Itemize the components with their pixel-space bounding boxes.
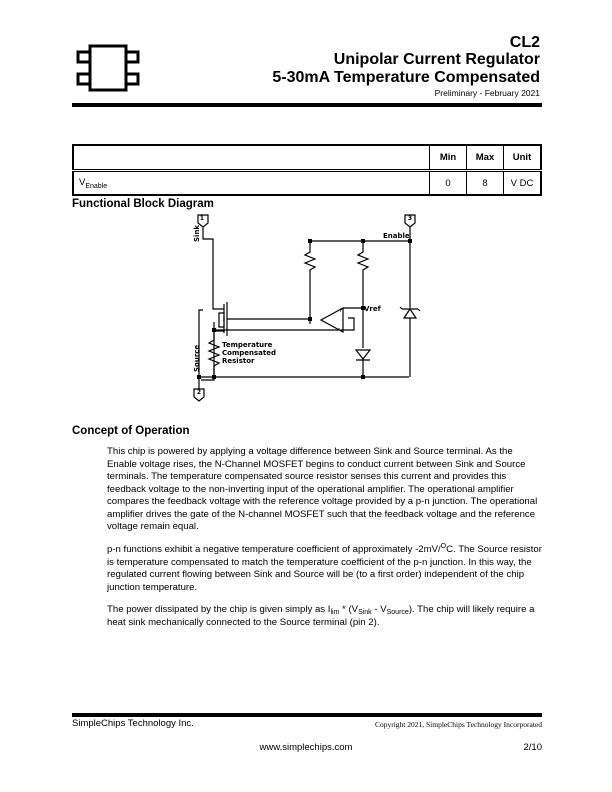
- max-cell: 8: [467, 171, 504, 196]
- table-header-param: [73, 145, 430, 171]
- document-subtitle: 5-30mA Temperature Compensated: [272, 69, 540, 86]
- concept-paragraph-3: [107, 604, 543, 629]
- section-heading-concept: Concept of Operation: [72, 425, 190, 437]
- header-rule: [72, 103, 542, 107]
- paragraph3-text-c: - V: [371, 604, 387, 615]
- sink-label: Sink: [193, 224, 201, 242]
- pin2-number: 2: [196, 389, 202, 396]
- paragraph3-text-a: The power dissipated by the chip is given simply as I: [107, 604, 331, 615]
- vref-label: Vref: [364, 305, 381, 313]
- document-title: Unipolar Current Regulator: [333, 51, 540, 68]
- param-subscript: Enable: [85, 182, 108, 190]
- spec-table: [72, 144, 542, 196]
- opamp-minus-label: -: [338, 325, 341, 332]
- source-label: Source: [193, 344, 201, 372]
- footer-copyright: Copyright 2021, SimpleChips Technology Incorporated: [374, 720, 542, 729]
- degree-superscript: O: [440, 543, 447, 550]
- table-header-unit: Unit: [504, 145, 542, 171]
- table-header-row: [73, 145, 541, 171]
- pin1-number: 1: [199, 215, 205, 222]
- document-status-date: Preliminary - February 2021: [434, 88, 540, 98]
- resistor-label-line2: Compensated: [222, 349, 276, 357]
- vsink-subscript: Sink: [358, 609, 372, 616]
- min-cell: 0: [430, 171, 467, 196]
- functional-block-diagram: [190, 212, 430, 407]
- enable-label: Enable: [383, 232, 410, 240]
- paragraph2-text-a: p-n functions exhibit a negative temperature coefficient of approximately -2mV/: [107, 544, 441, 555]
- concept-paragraph-1: This chip is powered by applying a voltage difference between Sink and Source terminal. As the Enable voltage rises, the N-Channel MOSFET begins to conduct current between Sink and Source terminals. The temperature compensated source resistor senses this current and provides this feedback voltage to the non-inverting input of the operational amplifier. The operational amplifier compares the feedback voltage with the reference voltage provided by a p-n junction. The operational amplifier drives the gate of the N-channel MOSFET such that the feedback voltage and the reference voltage remain equal.: [107, 446, 538, 532]
- part-number: CL2: [509, 34, 540, 51]
- page-number: 2/10: [523, 742, 542, 753]
- paragraph2-text-b: C. The Source resistor is temperature compensated to match the temperature coefficient of the p-n junction. In this way, the regulated current flowing between Sink and Source will be (to a first order) independent of the chip junction temperature.: [107, 544, 542, 593]
- table-header-min: Min: [430, 145, 467, 171]
- resistor-label-line3: Resistor: [222, 357, 255, 365]
- footer-rule: [72, 713, 542, 717]
- section-heading-block-diagram: Functional Block Diagram: [72, 198, 214, 210]
- chip-package-logo-icon: [76, 44, 140, 92]
- paragraph3-text-d: ). The chip will likely require a heat sink mechanically connected to the Source terminal (pin 2).: [107, 604, 535, 628]
- footer-url[interactable]: www.simplechips.com: [259, 742, 353, 753]
- param-cell: [73, 171, 430, 196]
- ilim-subscript: lim: [330, 609, 340, 616]
- vsource-subscript: Source: [386, 609, 409, 616]
- pin3-number: 3: [407, 215, 413, 222]
- resistor-label-line1: Temperature: [222, 341, 273, 349]
- paragraph3-text-b: * (V: [339, 604, 359, 615]
- document-header: [272, 34, 540, 99]
- param-symbol: V: [79, 176, 86, 188]
- unit-cell: V DC: [504, 171, 542, 196]
- concept-paragraph-2: [107, 544, 543, 594]
- table-row: [73, 171, 541, 196]
- opamp-plus-label: +: [338, 307, 344, 314]
- footer-company: SimpleChips Technology Inc.: [72, 718, 194, 729]
- table-header-max: Max: [467, 145, 504, 171]
